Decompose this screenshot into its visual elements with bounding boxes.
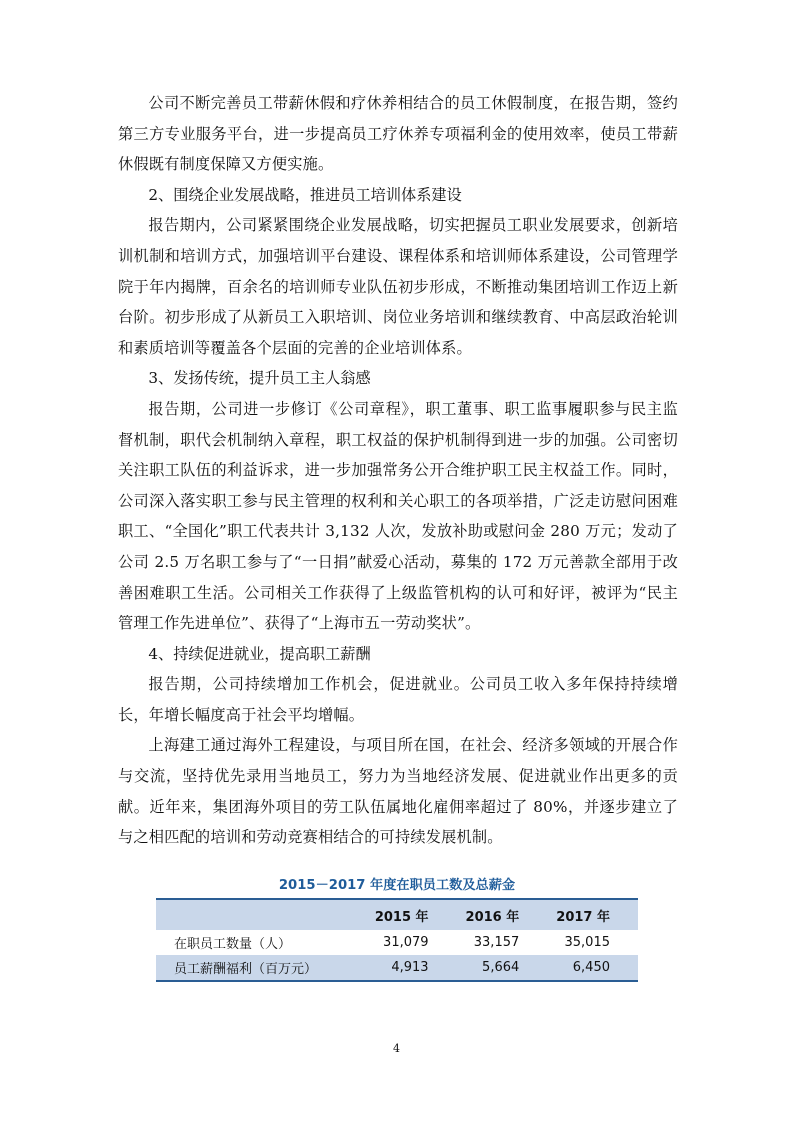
paragraph: 报告期，公司持续增加工作机会，促进就业。公司员工收入多年保持持续增长，年增长幅度高于社会平均增幅。 xyxy=(118,675,678,724)
page-number: 4 xyxy=(393,1042,400,1055)
employee-salary-table xyxy=(156,898,638,982)
table-cell: 6,450 xyxy=(547,955,638,981)
table-cell: 5,664 xyxy=(457,955,548,981)
row-label: 员工薪酬福利（百万元） xyxy=(156,955,366,981)
table-cell: 33,157 xyxy=(473,935,520,950)
table-header-cell: 2016 年 xyxy=(457,899,548,930)
table-row xyxy=(156,955,638,981)
table-header-cell xyxy=(156,899,366,930)
table-cell: 31,079 xyxy=(383,935,429,950)
table-header-cell: 2017 年 xyxy=(547,899,638,930)
table-cell: 35,015 xyxy=(564,935,610,950)
employee-table-block xyxy=(156,874,638,982)
table-cell: 4,913 xyxy=(366,955,457,981)
paragraph: 报告期，公司进一步修订《公司章程》，职工董事、职工监事履职参与民主监督机制，职代会机制纳入章程，职工权益的保护机制得到进一步的加强。公司密切关注职工队伍的利益诉求，进一步加强常务公开合维护职工民主权益工作。同时，公司深入落实职工参与民主管理的权利和关心职工的各项举措，广泛走访慰问困难职工、“全国化”职工代表共计 3,132 人次，发放补助或慰问金 280 万元；发动了公司 2.5 万名职工参与了“一日捐”献爱心活动，募集的 172 万元善款全部用于改善困难职工生活。公司相关工作获得了上级监管机构的认可和好评，被评为“民主管理工作先进单位”、获得了“上海市五一劳动奖状”。 xyxy=(118,399,678,633)
section-heading: 4、持续促进就业，提高职工薪酬 xyxy=(148,644,371,663)
section-heading: 2、围绕企业发展战略，推进员工培训体系建设 xyxy=(148,185,462,204)
paragraph: 上海建工通过海外工程建设，与项目所在国，在社会、经济多领域的开展合作与交流，坚持优先录用当地员工，努力为当地经济发展、促进就业作出更多的贡献。近年来，集团海外项目的劳工队伍属地化雇佣率超过了 80%，并逐步建立了与之相匹配的培训和劳动竞赛相结合的可持续发展机制。 xyxy=(118,736,678,847)
table-caption: 2015－2017 年度在职员工数及总薪金 xyxy=(278,878,516,893)
body-text xyxy=(118,88,678,853)
table-header-row xyxy=(156,899,638,930)
table-header-cell: 2015 年 xyxy=(366,899,457,930)
paragraph: 公司不断完善员工带薪休假和疗休养相结合的员工休假制度，在报告期，签约第三方专业服务平台，进一步提高员工疗休养专项福利金的使用效率，使员工带薪休假既有制度保障又方便实施。 xyxy=(118,94,678,174)
section-heading: 3、发扬传统，提升员工主人翁感 xyxy=(148,369,371,388)
row-label: 在职员工数量（人） xyxy=(174,937,292,952)
paragraph: 报告期内，公司紧紧围绕企业发展战略，切实把握员工职业发展要求，创新培训机制和培训方式，加强培训平台建设、课程体系和培训师体系建设，公司管理学院于年内揭牌，百余名的培训师专业队伍初步形成，不断推动集团培训工作迈上新台阶。初步形成了从新员工入职培训、岗位业务培训和继续教育、中高层政治轮训和素质培训等覆盖各个层面的完善的企业培训体系。 xyxy=(118,216,678,357)
table-row xyxy=(156,930,638,955)
